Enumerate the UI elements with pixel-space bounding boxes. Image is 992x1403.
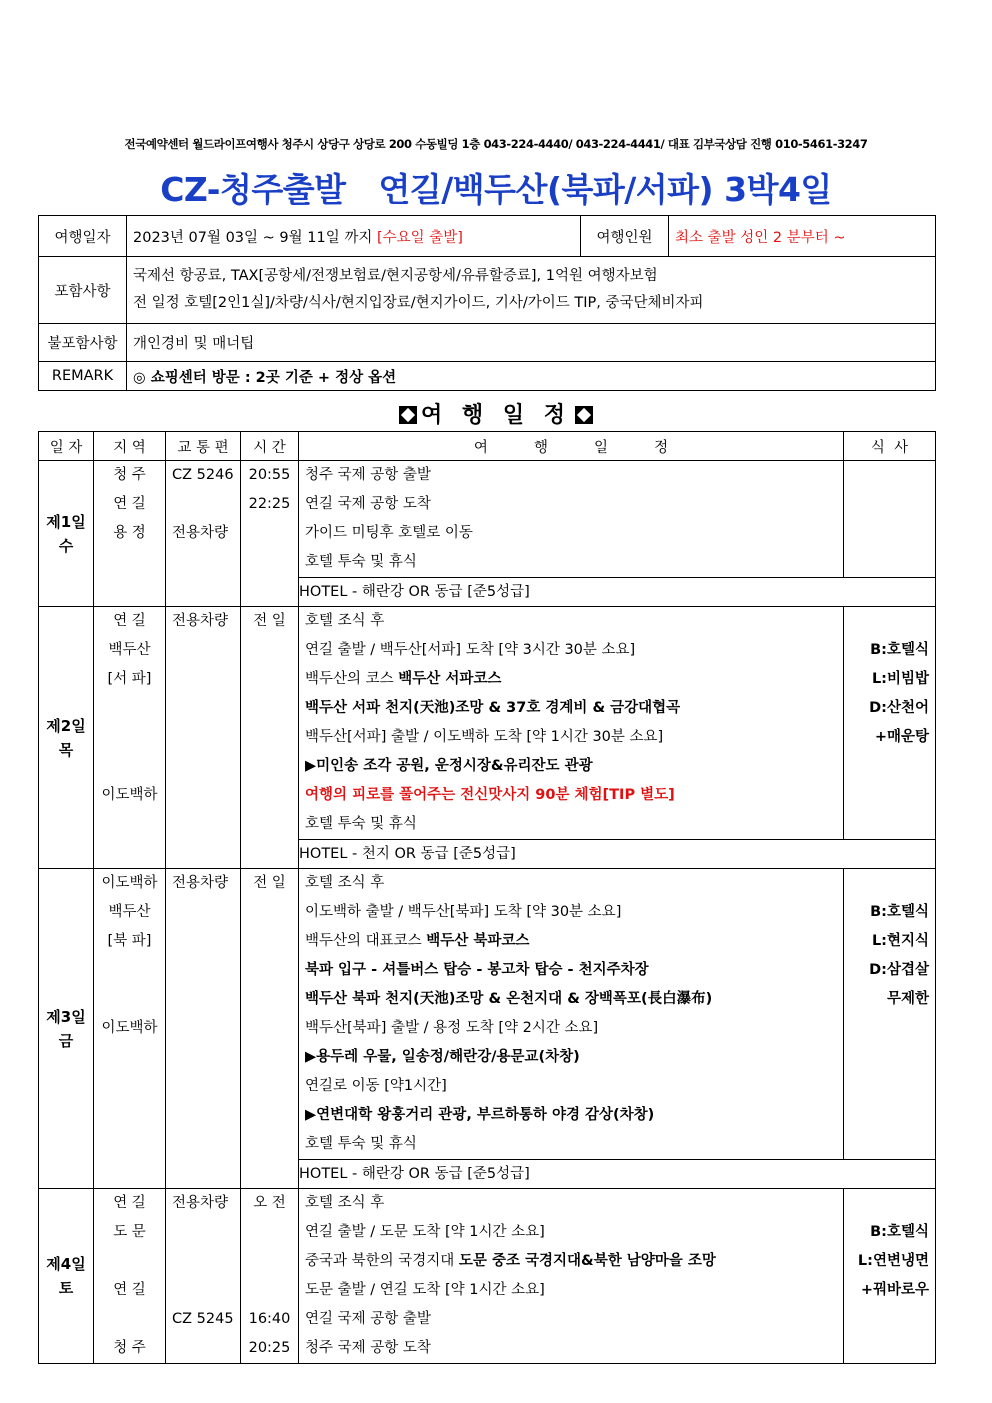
weekday-label: 토 [58,1279,74,1297]
transport-cell-line [166,752,240,781]
region-cell-line: [북 파] [107,933,152,949]
itinerary-line: 청주 국제 공항 출발 [305,467,431,483]
meal-line [844,1305,935,1334]
region-cell-line [94,723,165,752]
region-cell-line: 연 길 [113,1282,146,1298]
itinerary-cell [299,869,844,1160]
day-label: 제4일 [46,1255,86,1273]
itinerary-line: 여행의 피로를 풀어주는 전신맛사지 90분 체험[TIP 별도] [305,787,675,803]
day-cell [39,461,94,607]
time-cell-line [241,694,298,723]
agency-contact-line: 전국예약센터 월드라이프여행사 청주시 상당구 상당로 200 수동빌딩 1층 043-224-4440/ 043-224-4441/ 대표 김부국상담 진행 010-5461-3247 [124,137,868,151]
region-cell-line: 백두산 [108,642,151,658]
region-cell-line: 연 길 [113,613,146,629]
transport-cell-line [166,665,240,694]
diamond-icon [575,406,593,424]
transport-cell-line [166,781,240,810]
itinerary-table [38,431,936,1364]
time-cell-line: 전 일 [253,613,286,629]
meal-line: D:삼겹살 [869,962,929,978]
itinerary-line: 호텔 투숙 및 휴식 [305,1136,417,1152]
transport-cell-line [166,1043,240,1072]
time-cell-line [241,636,298,665]
time-cell-line [241,577,298,606]
col-itinerary: 여 행 일 정 [299,432,844,461]
time-cell-line [241,723,298,752]
meal-line [844,869,935,898]
time-cell [241,461,299,607]
meal-line [844,1101,935,1130]
transport-cell [166,1189,241,1364]
exclude-label: 불포함사항 [39,324,127,362]
col-transport: 교 통 편 [166,432,241,461]
transport-cell-line: CZ 5245 [172,1311,234,1327]
itinerary-line: 연길 국제 공항 도착 [305,496,431,512]
meal-line [844,1072,935,1101]
meal-cell [844,607,936,840]
itinerary-line: 호텔 조식 후 [305,875,385,891]
time-cell-line [241,956,298,985]
region-cell-line: 청 주 [113,1340,146,1356]
itinerary-line: 백두산의 코스 백두산 서파코스 [305,671,502,687]
itinerary-line: 청주 국제 공항 도착 [305,1340,431,1356]
transport-cell-line: 전용차량 [172,875,229,891]
region-cell-line: 백두산 [108,904,151,920]
region-cell-line: 연 길 [113,1195,146,1211]
time-cell-line [241,519,298,548]
date-value: 2023년 07월 03일 ~ 9월 11일 까지 [수요일 출발] [127,216,581,257]
time-cell-line [241,1101,298,1130]
itinerary-line: 호텔 조식 후 [305,613,385,629]
transport-cell-line [166,490,240,519]
time-cell-line [241,1130,298,1159]
region-cell-line: [서 파] [107,671,152,687]
page-title: CZ-청주출발 연길/백두산(북파/서파) 3박4일 [160,170,832,209]
itinerary-line: 백두산 북파 천지(天池)조망 & 온천지대 & 장백폭포(長白瀑布) [305,991,713,1007]
itinerary-line: 백두산의 대표코스 백두산 북파코스 [305,933,530,949]
time-cell [241,607,299,869]
itinerary-line: 호텔 투숙 및 휴식 [305,554,417,570]
itinerary-line: ▶미인송 조각 공원, 운정시장&유리잔도 관광 [305,758,593,774]
itinerary-line: 호텔 조식 후 [305,1195,385,1211]
remark-value: ◎ 쇼핑센터 방문 : 2곳 기준 + 정상 옵션 [127,362,936,391]
meal-line: 무제한 [886,991,929,1007]
col-day: 일 자 [39,432,94,461]
itinerary-line: 연길 국제 공항 출발 [305,1311,431,1327]
meal-line: +꿔바로우 [860,1282,929,1298]
itinerary-highlight: 백두산 북파코스 [426,933,530,949]
transport-cell-line [166,1014,240,1043]
itinerary-highlight: 도문 중조 국경지대&북한 남양마을 조망 [458,1253,716,1269]
transport-cell-line [166,723,240,752]
meal-line: D:산천어 [869,700,929,716]
time-cell-line [241,810,298,839]
region-cell-line: 연 길 [113,496,146,512]
meal-line: B:호텔식 [870,642,929,658]
itinerary-line: 연길 출발 / 백두산[서파] 도착 [약 3시간 30분 소요] [305,642,636,658]
day-label: 제1일 [46,512,86,531]
meal-line [844,781,935,810]
time-cell-line: 전 일 [253,875,286,891]
col-meal: 식 사 [844,432,936,461]
itinerary-cell [299,461,844,578]
transport-cell-line: 전용차량 [172,525,229,541]
itinerary-line: 백두산 서파 천지(天池)조망 & 37호 경계비 & 금강대협곡 [305,700,681,716]
region-cell-line [94,548,165,577]
itinerary-line: ▶연변대학 왕훙거리 관광, 부르하통하 야경 감상(차창) [305,1107,655,1123]
region-cell-line [94,694,165,723]
transport-cell-line: CZ 5246 [172,467,234,483]
region-cell [94,607,166,869]
exclude-value: 개인경비 및 매너팁 [127,324,936,362]
itinerary-line: 연길로 이동 [약1시간] [305,1078,447,1094]
meal-line: L:연변냉면 [857,1253,929,1269]
meal-line: B:호텔식 [870,904,929,920]
transport-cell-line [166,985,240,1014]
time-cell [241,869,299,1189]
hotel-info: HOTEL - 천지 OR 동급 [준5성급] [299,840,936,869]
transport-cell-line [166,577,240,606]
transport-cell-line [166,1334,240,1363]
diamond-icon [399,406,417,424]
itinerary-cell [299,1189,844,1364]
region-cell-line [94,1101,165,1130]
transport-cell [166,461,241,607]
region-cell-line [94,1305,165,1334]
itinerary-line: 호텔 투숙 및 휴식 [305,816,417,832]
time-cell-line [241,927,298,956]
itinerary-line: 백두산[북파] 출발 / 용정 도착 [약 2시간 소요] [305,1020,599,1036]
time-cell-line [241,1014,298,1043]
transport-cell-line [166,956,240,985]
include-label: 포함사항 [39,257,127,324]
time-cell [241,1189,299,1364]
transport-cell [166,607,241,869]
day-row [39,869,936,1160]
transport-cell-line [166,1130,240,1159]
meal-line [844,1189,935,1218]
region-cell-line: 이도백하 [101,787,158,803]
time-cell-line: 16:40 [248,1311,291,1327]
date-note: [수요일 출발] [376,229,463,246]
meal-line: +매운탕 [874,729,929,745]
itinerary-line: 이도백하 출발 / 백두산[북파] 도착 [약 30분 소요] [305,904,622,920]
meal-line [844,607,935,636]
day-label: 제2일 [46,716,86,735]
time-cell-line: 20:25 [248,1340,291,1356]
transport-cell-line [166,927,240,956]
tour-info-table [38,215,936,391]
region-cell-line [94,577,165,606]
day-cell [39,1189,94,1364]
region-cell-line [94,810,165,839]
time-cell-line [241,1072,298,1101]
time-cell-line: 오 전 [253,1195,286,1211]
region-cell-line: 용 정 [113,525,146,541]
itinerary-line: 가이드 미팅후 호텔로 이동 [305,525,473,541]
meal-line: L:비빔밥 [871,671,929,687]
time-cell-line [241,752,298,781]
itinerary-highlight: 백두산 서파코스 [398,671,502,687]
itinerary-line: 백두산[서파] 출발 / 이도백하 도착 [약 1시간 30분 소요] [305,729,664,745]
col-time: 시 간 [241,432,299,461]
itinerary-line: 중국과 북한의 국경지대 도문 중조 국경지대&북한 남양마을 조망 [305,1253,716,1269]
schedule-heading: 여 행 일 정 [0,398,992,429]
weekday-label: 금 [58,1031,74,1050]
weekday-label: 목 [58,740,74,759]
region-cell-line [94,956,165,985]
transport-cell-line [166,636,240,665]
transport-cell-line [166,1247,240,1276]
meal-line [844,1130,935,1159]
time-cell-line [241,665,298,694]
remark-label: REMARK [39,362,127,391]
itinerary-line: 도문 출발 / 연길 도착 [약 1시간 소요] [305,1282,545,1298]
transport-cell [166,869,241,1189]
region-cell [94,869,166,1189]
col-region: 지 역 [94,432,166,461]
region-cell-line: 이도백하 [101,1020,158,1036]
date-label: 여행일자 [39,216,127,257]
meal-line [844,810,935,839]
day-label: 제3일 [46,1007,86,1026]
transport-cell-line: 전용차량 [172,1195,229,1211]
day-row [39,607,936,840]
meal-cell [844,1189,936,1364]
meal-line [844,1014,935,1043]
region-cell-line: 도 문 [113,1224,146,1240]
pax-label: 여행인원 [581,216,669,257]
weekday-label: 수 [58,536,74,555]
itinerary-line: 북파 입구 - 셔틀버스 탑승 - 봉고차 탑승 - 천지주차장 [305,962,649,978]
time-cell-line [241,985,298,1014]
day-row [39,461,936,578]
meal-cell [844,869,936,1160]
region-cell-line [94,1247,165,1276]
transport-cell-line: 전용차량 [172,613,229,629]
time-cell-line: 22:25 [248,496,291,512]
transport-cell-line [166,898,240,927]
time-cell-line [241,1043,298,1072]
region-cell-line: 이도백하 [101,875,158,891]
meal-line [844,1043,935,1072]
meal-line: B:호텔식 [870,1224,929,1240]
time-cell-line [241,548,298,577]
itinerary-line: 연길 출발 / 도문 도착 [약 1시간 소요] [305,1224,545,1240]
region-cell-line [94,1043,165,1072]
region-cell-line [94,1130,165,1159]
time-cell-line [241,898,298,927]
time-cell-line: 20:55 [248,467,291,483]
pax-value: 최소 출발 성인 2 분부터 ~ [669,216,936,257]
meal-cell [844,461,936,578]
day-cell [39,607,94,869]
transport-cell-line [166,694,240,723]
transport-cell-line [166,548,240,577]
include-value: 국제선 항공료, TAX[공항세/전쟁보험료/현지공항세/유류할증료], 1억원 여행자보험 전 일정 호텔[2인1실]/차량/식사/현지입장료/현지가이드, 기사/가이드 TIP, 중국단체비자피 [127,257,936,324]
region-cell-line [94,752,165,781]
time-cell-line [241,1247,298,1276]
hotel-info: HOTEL - 해란강 OR 동급 [준5성급] [299,578,936,607]
day-cell [39,869,94,1189]
time-cell-line [241,1218,298,1247]
transport-cell-line [166,1101,240,1130]
transport-cell-line [166,1276,240,1305]
meal-line [844,752,935,781]
transport-cell-line [166,1072,240,1101]
meal-line [844,1334,935,1363]
region-cell-line [94,1072,165,1101]
transport-cell-line [166,810,240,839]
meal-line: L:현지식 [871,933,929,949]
region-cell [94,1189,166,1364]
hotel-info: HOTEL - 해란강 OR 동급 [준5성급] [299,1160,936,1189]
transport-cell-line [166,1218,240,1247]
time-cell-line [241,1276,298,1305]
day-row [39,1189,936,1364]
region-cell [94,461,166,607]
region-cell-line: 청 주 [113,467,146,483]
time-cell-line [241,781,298,810]
itinerary-line: ▶용두레 우물, 일송정/해란강/용문교(차창) [305,1049,580,1065]
region-cell-line [94,985,165,1014]
itinerary-cell [299,607,844,840]
